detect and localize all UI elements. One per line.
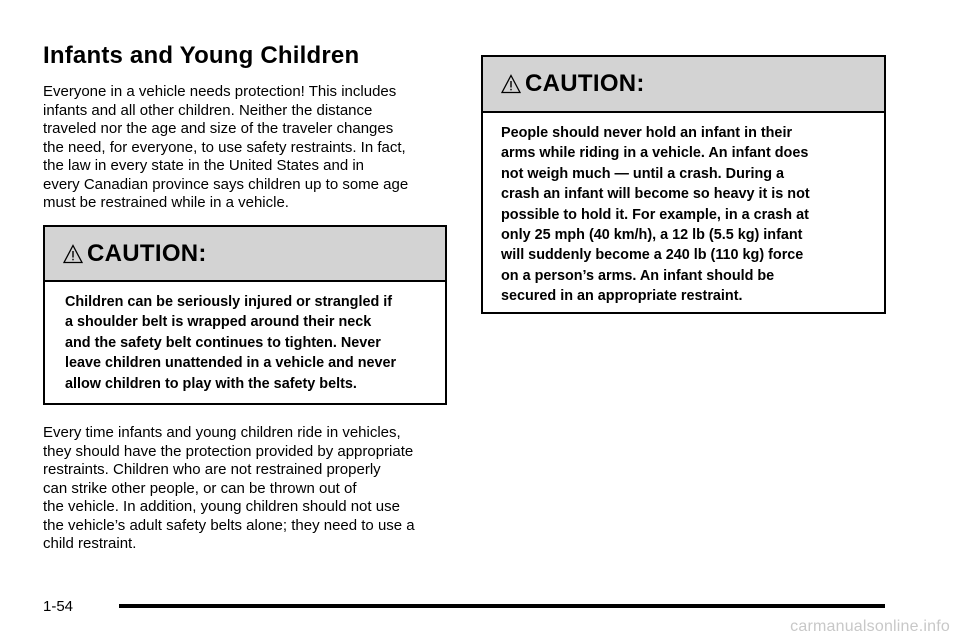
text-line: restraints. Children who are not restrained properly [43, 461, 381, 478]
caution-line: on a person’s arms. An infant should be [501, 267, 775, 284]
text-line: every Canadian province says children up to some age [43, 175, 409, 193]
caution-heading: CAUTION: [87, 239, 207, 267]
caution-line: and the safety belt continues to tighten. Never [65, 334, 381, 351]
caution-line: leave children unattended in a vehicle and never [65, 355, 397, 372]
caution-heading: CAUTION: [525, 70, 645, 97]
footer-rule [119, 604, 885, 608]
caution-line: will suddenly become a 240 lb (110 kg) force [501, 247, 804, 264]
text-line: traveled nor the age and size of the traveler changes [43, 120, 394, 137]
text-line: the vehicle. In addition, young children should not use [43, 498, 400, 515]
caution-line: arms while riding in a vehicle. An infant does [501, 145, 809, 162]
warning-triangle-icon [63, 244, 83, 264]
page-number: 1-54 [43, 598, 74, 615]
caution-text [483, 113, 884, 307]
warning-triangle-icon [501, 74, 521, 94]
text-line: Every time infants and young children ride in vehicles, [43, 424, 401, 441]
second-paragraph [43, 424, 451, 554]
caution-text [45, 282, 445, 394]
section-title: Infants and Young Children [43, 42, 360, 69]
text-line: can strike other people, or can be thrown out of [43, 479, 357, 497]
caution-header [45, 227, 445, 282]
caution-line: possible to hold it. For example, in a crash at [501, 206, 809, 223]
text-line: they should have the protection provided by appropriate [43, 442, 414, 460]
caution-line: a shoulder belt is wrapped around their neck [65, 314, 372, 331]
caution-box-right [481, 55, 886, 314]
text-line: the law in every state in the United States and in [43, 157, 365, 174]
caution-line: People should never hold an infant in their [501, 125, 793, 141]
text-line: Everyone in a vehicle needs protection! This includes [43, 83, 397, 100]
watermark: carmanualsonline.info [790, 618, 950, 635]
text-line: child restraint. [43, 535, 137, 552]
text-line: infants and all other children. Neither the distance [43, 101, 373, 119]
caution-line: Children can be seriously injured or strangled if [65, 294, 393, 310]
text-line: the vehicle’s adult safety belts alone; they need to use a [43, 516, 415, 534]
caution-line: secured in an appropriate restraint. [501, 288, 743, 305]
text-line: must be restrained while in a vehicle. [43, 194, 289, 211]
caution-line: only 25 mph (40 km/h), a 12 lb (5.5 kg) infant [501, 227, 803, 244]
text-line: the need, for everyone, to use safety restraints. In fact, [43, 138, 406, 156]
caution-header [483, 57, 884, 113]
caution-line: allow children to play with the safety belts. [65, 375, 357, 392]
caution-line: crash an infant will become so heavy it is not [501, 186, 810, 203]
caution-box-left [43, 225, 447, 405]
intro-paragraph [43, 83, 451, 213]
caution-line: not weigh much — until a crash. During a [501, 165, 785, 182]
